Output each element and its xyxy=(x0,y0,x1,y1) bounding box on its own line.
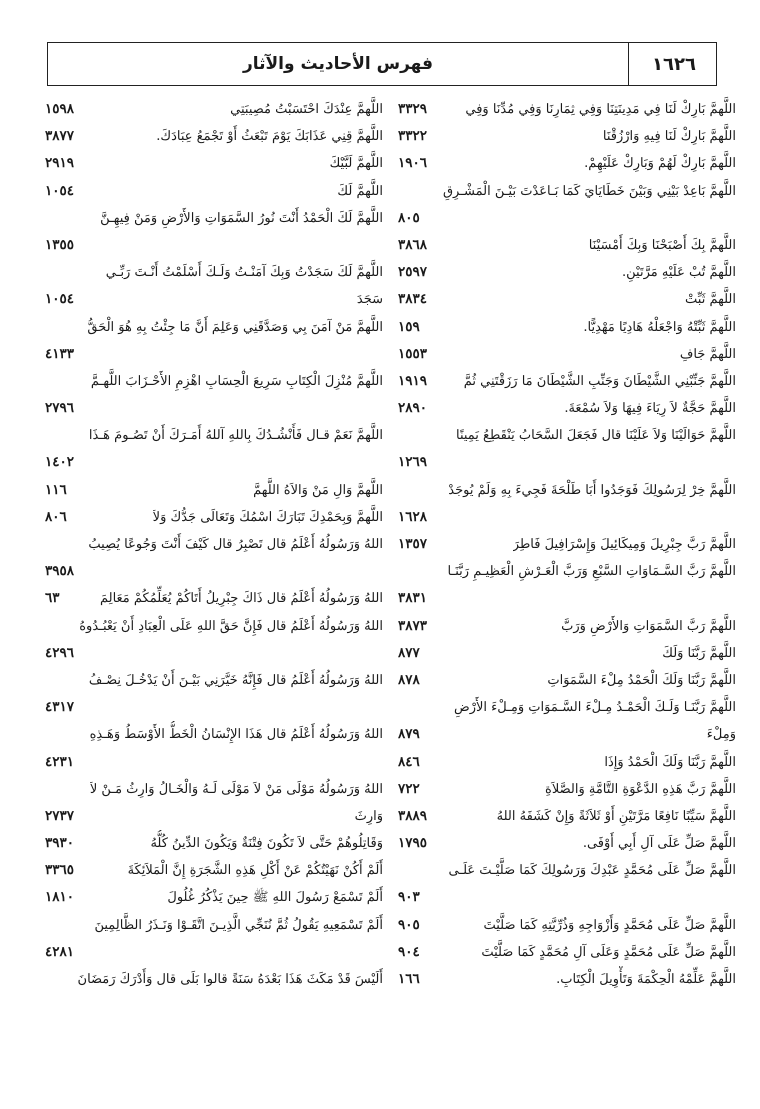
entry-text: اللَّهمَّ صَلِّ عَلَى مُحَمَّدٍ وَأَزْوَاجِهِ وَذُرِّيَّتِهِ كَمَا صَلَّيْتَ xyxy=(483,917,736,933)
index-entry xyxy=(45,912,383,939)
index-entry xyxy=(45,884,383,911)
entry-number: ٢٩١٩ xyxy=(45,155,75,172)
index-entry xyxy=(45,504,383,531)
entry-number: ٩٠٣ xyxy=(398,889,420,906)
index-entry xyxy=(398,585,736,612)
entry-number: ٨٧٩ xyxy=(398,726,420,743)
entry-text: اللهُ وَرَسُولُهُ أَعْلَمُ قال ذَاكَ جِبْرِيلُ أَتَاكُمْ يُعَلِّمُكُمْ مَعَالِمَ xyxy=(99,591,383,607)
entry-number: ٣٣٢٩ xyxy=(398,101,428,117)
entry-text: اللَّهمَّ لَكَ الْحَمْدُ أَنْتَ نُورُ السَّمَوَاتِ وَالأَرْضِ وَمَنْ فِيهِـنَّ xyxy=(100,210,383,226)
entry-text: اللَّهمَّ بِكَ أَصْبَحْنَا وَبِكَ أَمْسَيْنَا xyxy=(588,237,736,253)
entry-text: وَارِثَ xyxy=(354,808,383,824)
entry-text: اللهُ وَرَسُولُهُ أَعْلَمُ قال تَصْبِرُ قال كَيْفَ أَنْتَ وَجُوعًا يُصِيبُ xyxy=(88,537,383,552)
entry-text: اللَّهمَّ لَبَّيْكَ xyxy=(329,156,383,172)
index-entry xyxy=(398,123,736,150)
entry-number: ٣٨٧٧ xyxy=(45,128,75,145)
entry-number: ١٨١٠ xyxy=(45,889,75,906)
entry-text: اللَّهمَّ جَافِ xyxy=(679,346,736,362)
entry-number: ٣٨٦٨ xyxy=(398,236,428,253)
entry-number: ٤١٣٣ xyxy=(45,345,75,362)
entry-text: اللهُ وَرَسُولُهُ أَعْلَمُ قال هَذَا الإِنْسَانُ الْخَطُّ الأَوْسَطُ وَهَـذِهِ xyxy=(89,727,383,743)
index-entry xyxy=(45,449,383,476)
index-entry xyxy=(398,912,736,939)
entry-number: ٨٧٧ xyxy=(398,644,420,661)
entry-text: اللَّهمَّ رَبَّ هَذِهِ الدَّعْوَةِ التَّامَّةِ وَالصَّلاَةِ xyxy=(545,781,736,797)
index-entry xyxy=(45,150,383,177)
entry-text: أَلَمْ تَسْمَعِيهِ يَقُولُ ثُمَّ نُنَجِّي الَّذِيـنَ اتَّقَـوْا وَنَـذَرُ الظَّالِمِينَ xyxy=(94,917,383,933)
entry-number: ٤٢٣١ xyxy=(45,753,75,770)
entry-number: ١٧٩٥ xyxy=(398,835,428,852)
index-entry xyxy=(45,803,383,830)
entry-text: اللهُ وَرَسُولُهُ أَعْلَمُ قال فَإِنَّهُ خَيَّرَنِي بَيْـنَ أَنْ يَدْخُـلَ نِصْـفُ xyxy=(88,672,383,688)
entry-number: ٣٣٢٢ xyxy=(398,128,428,145)
index-entry xyxy=(398,966,736,993)
index-entry xyxy=(45,205,383,232)
index-entry xyxy=(45,613,383,640)
entry-text: أَلَيْسَ قَدْ مَكَثَ هَذَا بَعْدَهُ سَنَةً قالوا بَلَى قال وَأَدْرَكَ رَمَضَانَ xyxy=(77,972,383,987)
index-entry xyxy=(45,694,383,721)
index-entry xyxy=(398,776,736,803)
entry-number: ٦٣ xyxy=(45,590,60,607)
entry-text: اللَّهمَّ صَلِّ عَلَى آلِ أَبِي أَوْفَى. xyxy=(582,836,736,852)
entry-text: اللَّهمَّ بَاعِدْ بَيْنِي وَبَيْنَ خَطَايَايَ كَمَا بَـاعَدْتَ بَيْـنَ الْمَشْـرِقِ xyxy=(442,183,736,199)
entry-number: ١٢٦٩ xyxy=(398,454,428,471)
entry-text: اللَّهمَّ حَجَّةٌ لاَ رِيَاءَ فِيهَا وَلاَ سُمْعَةَ. xyxy=(564,401,736,417)
index-entry xyxy=(45,857,383,884)
index-entry xyxy=(398,449,736,476)
entry-text: اللَّهمَّ مَنْ آمَنَ بِي وَصَدَّقَنِي وَعَلِمَ أَنَّ مَا جِئْتُ بِهِ هُوَ الْحَقُّ xyxy=(87,319,383,335)
page-header xyxy=(47,42,717,86)
entry-text: أَلَمْ تَسْمَعْ رَسُولَ اللهِ ﷺ حِينَ يَذْكُرُ غُلُولَ xyxy=(167,890,383,906)
entry-text: اللَّهمَّ جَنِّبْنِي الشَّيْطَانَ وَجَنِّبِ الشَّيْطَانَ مَا رَزَقْتَنِي ثُمَّ xyxy=(463,373,736,389)
index-entry xyxy=(398,857,736,884)
entry-text: اللَّهمَّ عَلِّمْهُ الْحِكْمَةَ وَتَأْوِيلَ الْكِتَابِ. xyxy=(556,972,736,987)
entry-text: اللَّهمَّ ثَبِّتْ xyxy=(685,292,736,308)
entry-number: ٧٢٢ xyxy=(398,780,420,797)
entry-text: اللَّهمَّ وَبِحَمْدِكَ تَبَارَكَ اسْمُكَ وَتَعَالَى جَدُّكَ وَلاَ xyxy=(152,509,383,525)
entry-text: اللَّهمَّ رَبَّنَا وَلَكَ الْحَمْدُ وَإِذَا xyxy=(604,754,736,770)
entry-number: ١٠٥٤ xyxy=(45,182,75,199)
entry-number: ١٠٥٤ xyxy=(45,291,75,308)
entry-text: اللهُ وَرَسُولُهُ أَعْلَمُ قال فَإِنَّ حَقَّ اللهِ عَلَى الْعِبَادِ أَنْ يَعْبُـدُوهُ xyxy=(79,618,383,634)
entry-number: ١١٦ xyxy=(45,481,67,498)
page-number: ١٦٢٦ xyxy=(652,53,696,75)
index-entry xyxy=(398,531,736,558)
index-entry xyxy=(398,232,736,259)
index-entry xyxy=(45,477,383,504)
entry-number: ٤٢٨١ xyxy=(45,943,75,960)
index-entry xyxy=(45,286,383,313)
index-entry xyxy=(45,721,383,748)
index-entry xyxy=(45,232,383,259)
index-entry xyxy=(45,259,383,286)
entry-number: ٣٨٧٣ xyxy=(398,617,428,634)
index-entry xyxy=(398,749,736,776)
entry-text: اللَّهمَّ لَكَ سَجَدْتُ وَبِكَ آمَنْـتُ وَلَـكَ أَسْلَمْتُ أَنْـتَ رَبِّـي xyxy=(105,265,383,281)
index-entry xyxy=(398,640,736,667)
entry-text: اللَّهمَّ تُبْ عَلَيْهِ مَرَّتَيْنِ. xyxy=(622,265,736,281)
index-entry xyxy=(398,314,736,341)
entry-text: اللَّهمَّ مُنْزِلَ الْكِتَابِ سَرِيعَ الْحِسَابِ اهْزِمِ الأَحْـزَابَ اللَّهـمَّ xyxy=(90,373,383,389)
entry-number: ١٦٢٨ xyxy=(398,508,428,525)
entry-number: ٩٠٤ xyxy=(398,943,420,960)
entry-number: ٨٠٦ xyxy=(45,508,67,525)
index-entry xyxy=(45,123,383,150)
entry-number: ١٥٩٨ xyxy=(45,101,75,117)
index-entry xyxy=(398,830,736,857)
index-entry xyxy=(45,314,383,341)
entry-number: ٣٨٨٩ xyxy=(398,807,428,824)
entry-number: ١٥٥٣ xyxy=(398,345,428,362)
index-entry xyxy=(398,721,736,748)
index-entry xyxy=(398,884,736,911)
index-entry xyxy=(398,368,736,395)
entry-text: اللَّهمَّ رَبَّنَا وَلَكَ xyxy=(662,645,736,661)
entry-text: وَمِلْءَ xyxy=(706,727,736,743)
entry-text: وَقَاتِلُوهُمْ حَتَّى لاَ تَكُونَ فِتْنَةٌ وَيَكُونَ الدِّينُ كُلُّهُ xyxy=(150,836,383,852)
index-entry xyxy=(45,422,383,449)
index-entry xyxy=(398,286,736,313)
index-entry xyxy=(45,368,383,395)
entry-text: اللَّهمَّ لَكَ xyxy=(337,183,383,199)
entry-text: اللَّهمَّ ثَبِّتْهُ وَاجْعَلْهُ هَادِيًا مَهْدِيًّا. xyxy=(583,319,736,335)
index-entry xyxy=(398,205,736,232)
index-entry xyxy=(45,830,383,857)
entry-text: اللَّهمَّ صَلِّ عَلَى مُحَمَّدٍ عَبْدِكَ وَرَسُولِكَ كَمَا صَلَّيْـتَ عَلَـى xyxy=(448,863,736,879)
entry-text: اللَّهمَّ بَارِكْ لَنَا فِي مَدِينَتِنَا وَفِي ثِمَارِنَا وَفِي مُدِّنَا وَفِي xyxy=(465,102,736,117)
entry-text: اللَّهمَّ عِنْدَكَ احْتَسَبْتُ مُصِيبَتِي xyxy=(230,102,383,117)
entry-number: ٣٣٦٥ xyxy=(45,862,75,879)
index-entry xyxy=(45,341,383,368)
right-column xyxy=(398,96,736,993)
index-entry xyxy=(398,558,736,585)
index-entry xyxy=(45,776,383,803)
entry-number: ٢٨٩٠ xyxy=(398,400,428,417)
entry-number: ١٩٠٦ xyxy=(398,155,428,172)
index-entry xyxy=(45,667,383,694)
index-entry xyxy=(398,341,736,368)
entry-text: اللهُ وَرَسُولُهُ مَوْلَى مَنْ لاَ مَوْلَى لَـهُ وَالْخَـالُ وَارِثُ مَـنْ لاَ xyxy=(89,781,383,797)
index-entry xyxy=(398,422,736,449)
index-entry xyxy=(398,178,736,205)
index-entry xyxy=(45,395,383,422)
index-entry xyxy=(398,259,736,286)
index-entry xyxy=(398,613,736,640)
left-column xyxy=(45,96,383,993)
entry-number: ١٤٠٢ xyxy=(45,454,75,471)
index-entry xyxy=(398,96,736,123)
entry-text: اللَّهمَّ رَبَّنَا وَلَكَ الْحَمْدُ مِلْءَ السَّمَوَاتِ xyxy=(547,672,736,688)
entry-number: ٣٨٣١ xyxy=(398,590,428,607)
index-entry xyxy=(398,694,736,721)
index-entry xyxy=(45,96,383,123)
header-divider xyxy=(628,43,629,85)
entry-number: ٢٧٩٦ xyxy=(45,400,75,417)
index-entry xyxy=(45,939,383,966)
entry-number: ١٦٦ xyxy=(398,971,420,987)
entry-text: سَجَدَ xyxy=(356,292,383,308)
entry-number: ١٣٥٥ xyxy=(45,236,75,253)
index-entry xyxy=(398,477,736,504)
entry-number: ٣٨٣٤ xyxy=(398,291,428,308)
entry-number: ٤٣١٧ xyxy=(45,699,75,716)
index-entry xyxy=(45,558,383,585)
entry-text: اللَّهمَّ نَعَمْ قـال فَأَنْشُـدُكَ بِاللهِ آللهُ أَمَـرَكَ أَنْ تَصُـومَ هَـذَا xyxy=(88,428,383,444)
entry-text: اللَّهمَّ وَالِ مَنْ وَالاَهُ اللَّهمَّ xyxy=(253,482,383,498)
entry-number: ٢٥٩٧ xyxy=(398,264,428,281)
index-entry xyxy=(45,531,383,558)
entry-text: اللَّهمَّ بَارِكْ لَنَا فِيهِ وَارْزُقْنَا xyxy=(602,129,736,145)
index-entry xyxy=(45,640,383,667)
entry-number: ٣٩٥٨ xyxy=(45,563,75,580)
entry-text: اللَّهمَّ سَيِّبًا نَافِعًا مَرَّتَيْنِ أَوْ ثَلاَثَةً وَإِنْ كَشَفَهُ اللهُ xyxy=(496,808,736,824)
index-entry xyxy=(398,395,736,422)
entry-text: أَلَمْ أَكُنْ نَهَيْتُكُمْ عَنْ أَكْلِ هَذِهِ الشَّجَرَةِ إِنَّ الْمَلاَئِكَةَ xyxy=(127,863,383,879)
entry-number: ٨٤٦ xyxy=(398,753,420,770)
index-entry xyxy=(398,803,736,830)
entry-number: ٤٢٩٦ xyxy=(45,644,75,661)
index-entry xyxy=(45,178,383,205)
index-entry xyxy=(398,939,736,966)
index-entry xyxy=(45,585,383,612)
entry-text: اللَّهمَّ حَوَالَيْنَا وَلاَ عَلَيْنَا قال فَجَعَلَ السَّحَابُ يَنْقَطِعُ يَمِينًا xyxy=(455,428,736,444)
entry-text: اللَّهمَّ رَبَّ السَّـمَاوَاتِ السَّبْعِ وَرَبَّ الْعَـرْشِ الْعَظِيـمِ رَبَّنَـا xyxy=(447,564,736,580)
entry-number: ١٣٥٧ xyxy=(398,536,428,552)
entry-number: ٨٧٨ xyxy=(398,671,420,688)
index-entry xyxy=(398,667,736,694)
entry-text: اللَّهمَّ رَبَّ السَّمَوَاتِ وَالأَرْضِ وَرَبَّ xyxy=(561,618,736,634)
index-entry xyxy=(398,504,736,531)
entry-text: اللَّهمَّ بَارِكْ لَهُمْ وَبَارِكْ عَلَيْهِمْ. xyxy=(584,156,736,172)
index-entry xyxy=(398,150,736,177)
entry-text: اللَّهمَّ رَبَّ جِبْرِيلَ وَمِيكَائِيلَ وَإِسْرَافِيلَ فَاطِرَ xyxy=(512,537,736,552)
index-title: فهرس الأحاديث والآثار xyxy=(242,54,434,74)
entry-text: اللَّهمَّ رَبَّنَـا وَلَـكَ الْحَمْـدُ مِـلْءَ السَّـمَوَاتِ وَمِـلْءَ الأَرْضِ xyxy=(454,700,736,716)
entry-number: ٩٠٥ xyxy=(398,916,420,933)
entry-number: ٣٩٣٠ xyxy=(45,835,75,852)
entry-number: ١٩١٩ xyxy=(398,372,428,389)
index-entry xyxy=(45,749,383,776)
entry-text: اللَّهمَّ خِرْ لِرَسُولِكَ فَوَجَدُوا أَبَا طَلْحَةَ فَجِيءَ بِهِ وَلَمْ يُوجَدْ xyxy=(448,482,736,498)
entry-text: اللَّهمَّ صَلِّ عَلَى مُحَمَّدٍ وَعَلَى آلِ مُحَمَّدٍ كَمَا صَلَّيْتَ xyxy=(481,944,736,960)
index-entry xyxy=(45,966,383,993)
entry-number: ٢٧٣٧ xyxy=(45,807,75,824)
entry-number: ٨٠٥ xyxy=(398,209,420,226)
entry-text: اللَّهمَّ قِنِي عَذَابَكَ يَوْمَ تَبْعَثُ أَوْ تَجْمَعُ عِبَادَكَ. xyxy=(156,129,383,145)
entry-number: ١٥٩ xyxy=(398,318,420,335)
